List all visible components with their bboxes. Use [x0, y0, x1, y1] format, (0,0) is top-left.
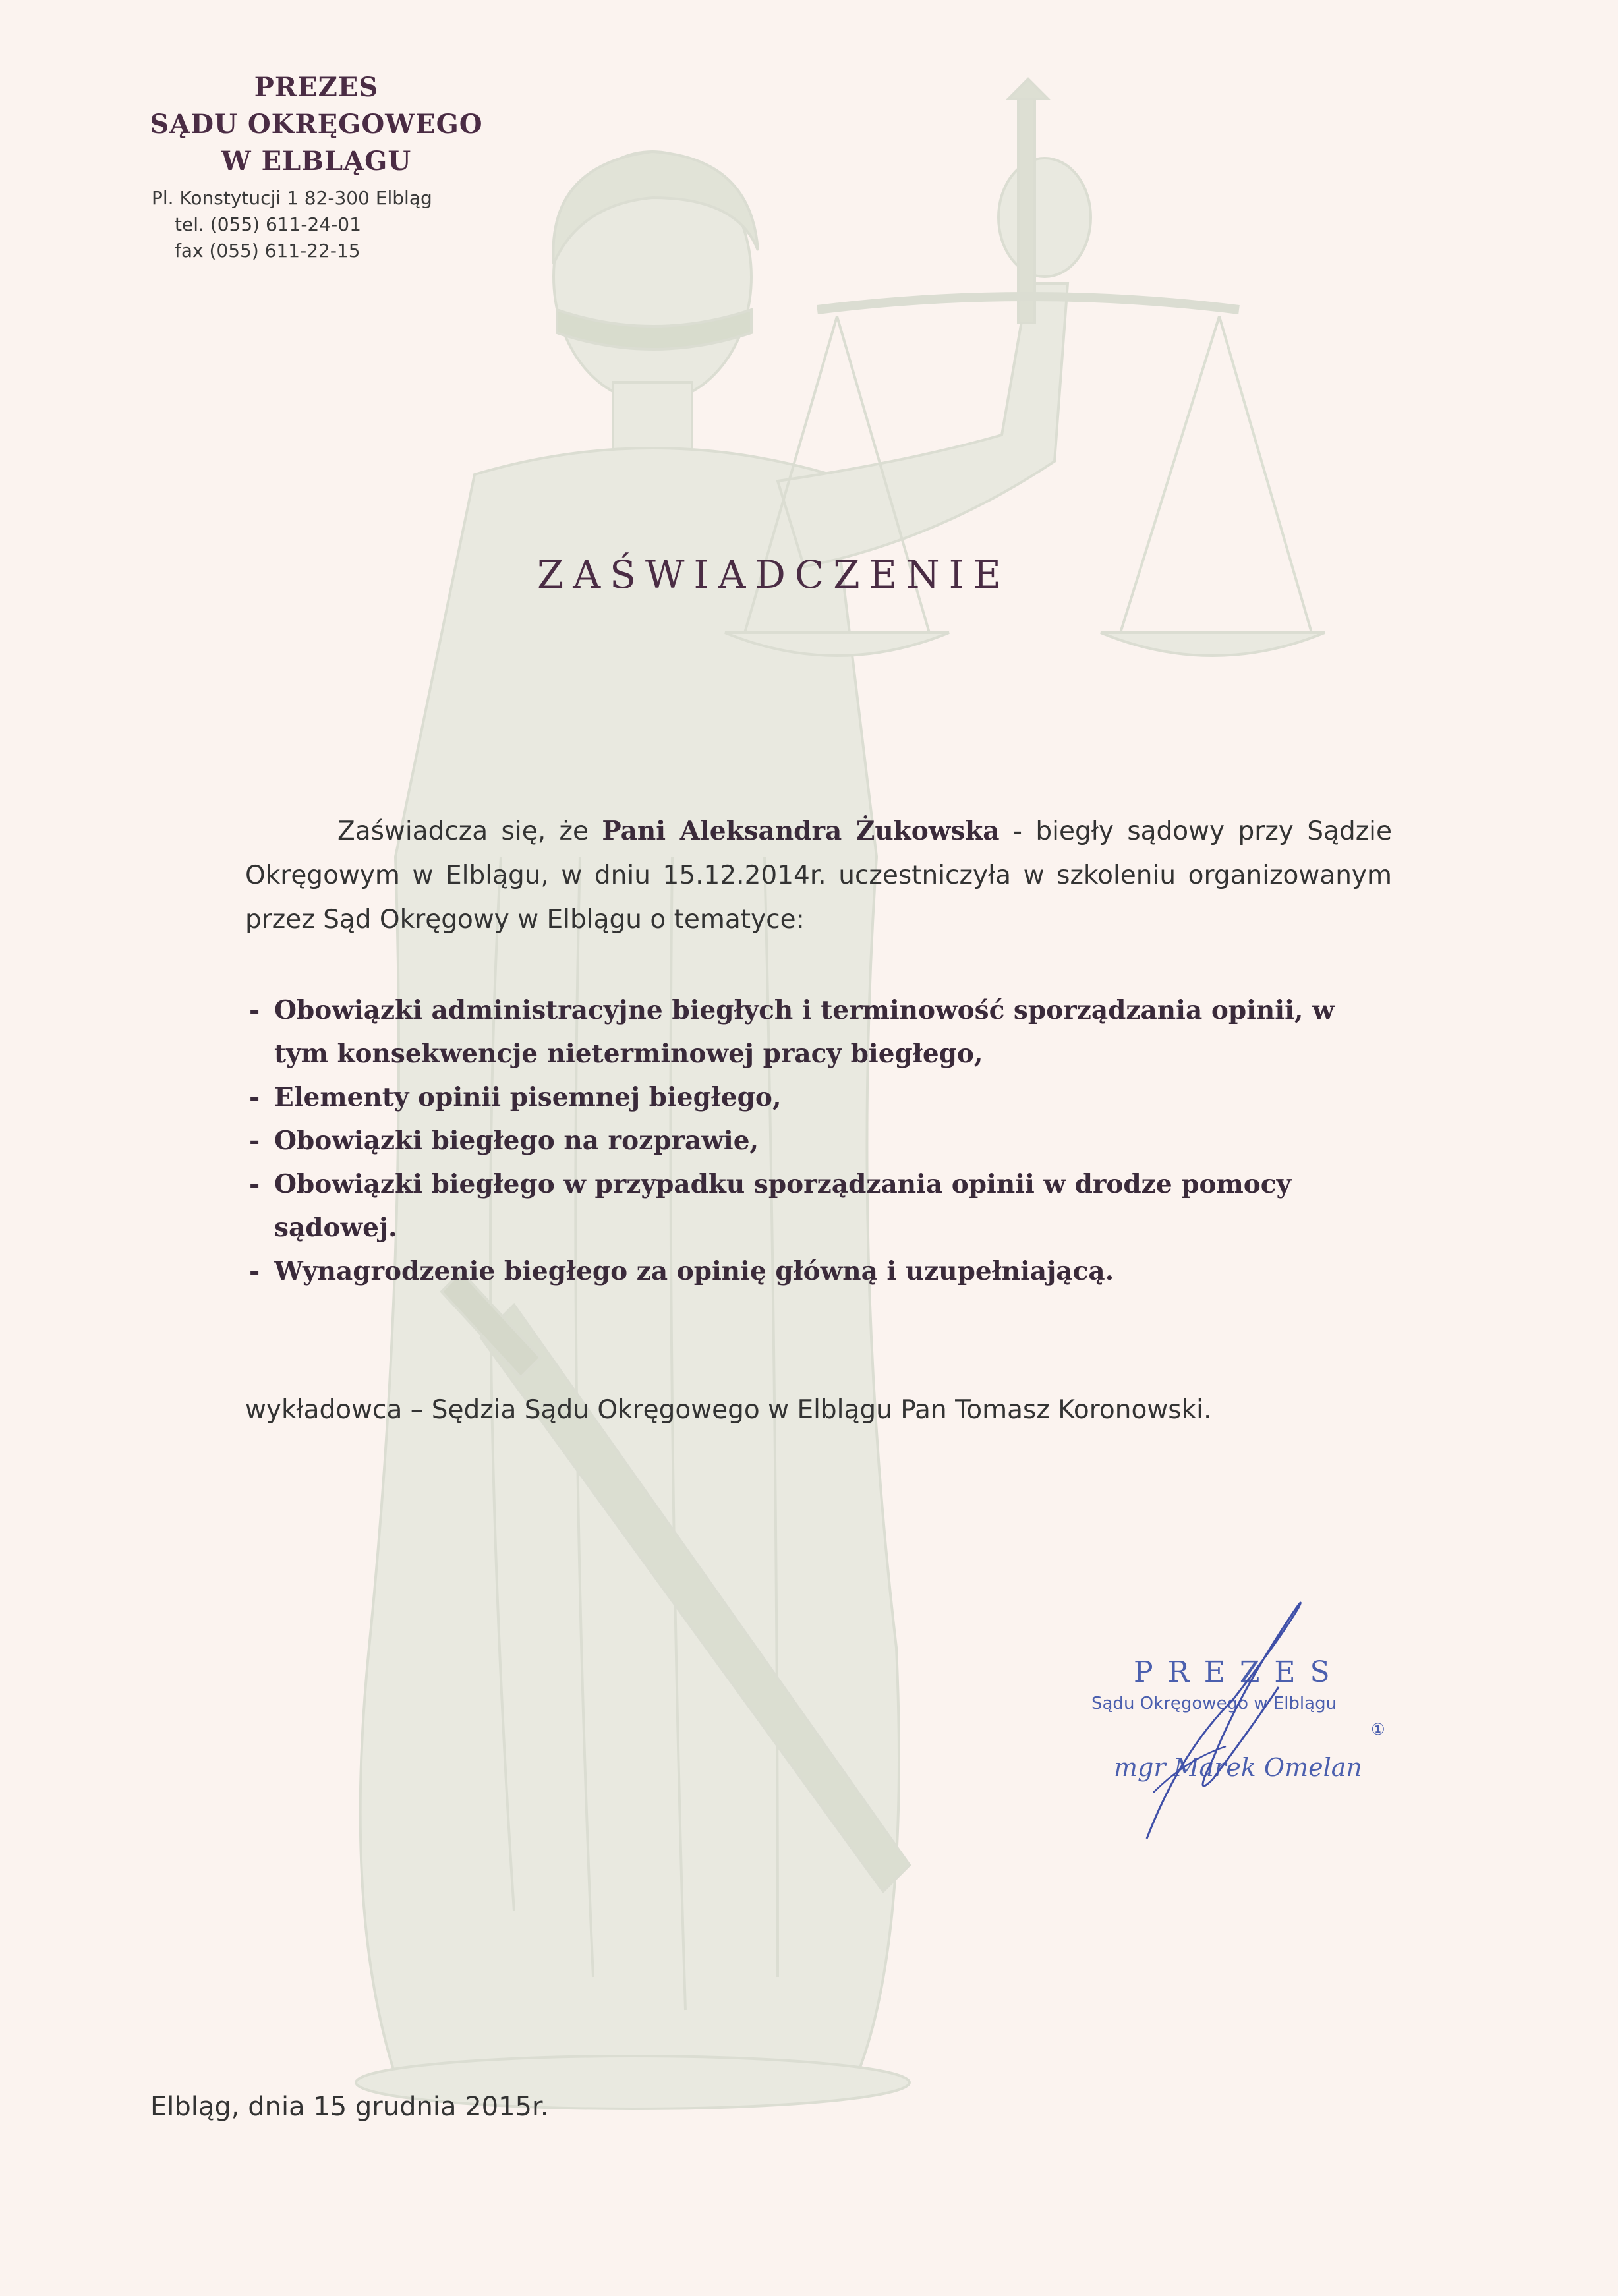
- stamp-name: mgr Marek Omelan: [1114, 1753, 1362, 1782]
- document-heading: ZAŚWIADCZENIE: [537, 552, 1010, 597]
- intro-continuation: - biegły sądowy przy Sądzie Okręgowym w Elblągu, w dniu 15.12.2014r. uczestniczyła w szkoleniu organizowanym przez Sąd Okręgowy w Elblągu o tematyce:: [245, 817, 1392, 934]
- letterhead-fax: fax (055) 611-22-15: [175, 240, 361, 262]
- letterhead-title-line3: W ELBLĄGU: [221, 146, 412, 177]
- lecturer-line: wykładowca – Sędzia Sądu Okręgowego w Elblągu Pan Tomasz Koronowski.: [245, 1395, 1212, 1425]
- issue-date: Elbląg, dnia 15 grudnia 2015r.: [150, 2092, 549, 2122]
- topic-item: - Obowiązki biegłego w przypadku sporządzania opinii w drodze pomocy sądowej.: [245, 1162, 1392, 1249]
- handwritten-signature: [1081, 1595, 1424, 1845]
- official-stamp: [1081, 1595, 1424, 1845]
- letterhead-phone: tel. (055) 611-24-01: [175, 214, 361, 235]
- stamp-title: PREZES: [1134, 1655, 1344, 1689]
- topic-item: - Elementy opinii pisemnej biegłego,: [245, 1076, 1392, 1119]
- topic-item: - Obowiązki administracyjne biegłych i terminowość sporządzania opinii, w tym konsekwencje nieterminowej pracy biegłego,: [245, 989, 1392, 1076]
- stamp-number: ①: [1371, 1720, 1385, 1738]
- certificate-paragraph: [245, 809, 1392, 942]
- letterhead-title-line2: SĄDU OKRĘGOWEGO: [150, 109, 483, 140]
- stamp-court: Sądu Okręgowego w Elblągu: [1091, 1694, 1337, 1713]
- topic-item: - Wynagrodzenie biegłego za opinię główną i uzupełniającą.: [245, 1249, 1392, 1293]
- training-topics-list: [245, 989, 1392, 1293]
- intro-text: Zaświadcza się, że: [337, 817, 602, 846]
- letterhead-address: Pl. Konstytucji 1 82-300 Elbląg: [152, 187, 432, 209]
- letterhead-title-line1: PREZES: [254, 72, 379, 103]
- topic-item: - Obowiązki biegłego na rozprawie,: [245, 1119, 1392, 1162]
- letterhead: [132, 69, 527, 264]
- certificate-body: [245, 809, 1392, 942]
- person-name: Pani Aleksandra Żukowska: [602, 816, 1000, 846]
